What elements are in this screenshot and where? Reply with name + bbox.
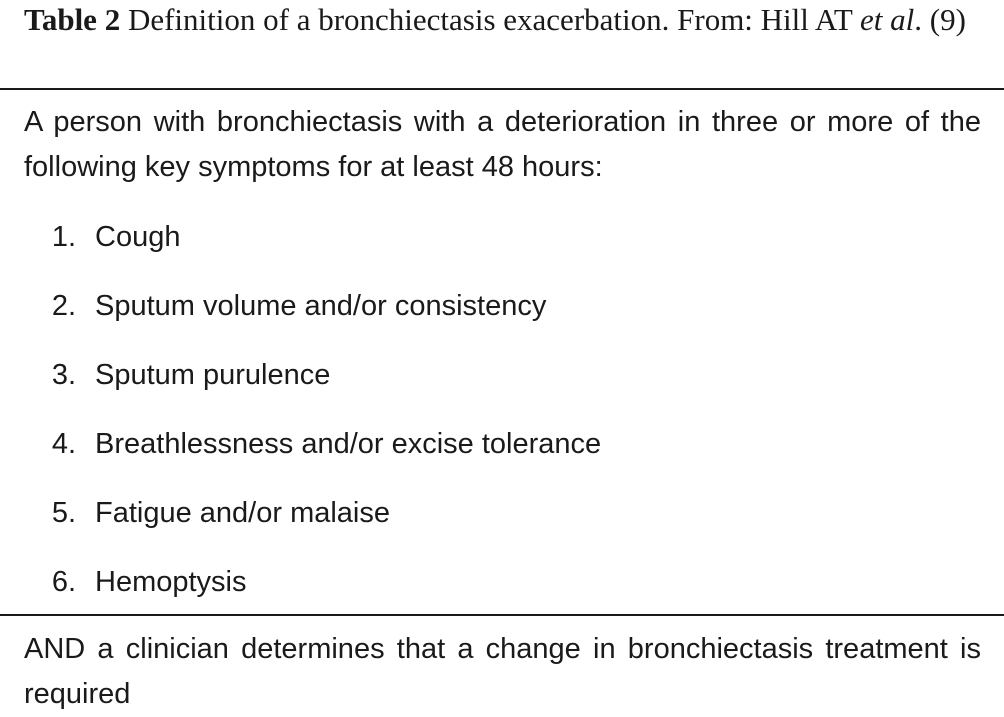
list-item: [0, 491, 1004, 560]
list-item-number: 4.: [51, 428, 76, 460]
list-item-text: Cough: [95, 221, 181, 253]
list-item: [0, 560, 1004, 629]
list-item: [0, 215, 1004, 284]
list-item: [0, 422, 1004, 491]
list-item-number: 1.: [51, 221, 76, 253]
table-caption-suffix: . (9): [914, 2, 966, 37]
list-item: [0, 284, 1004, 353]
list-item: [0, 353, 1004, 422]
list-item-number: 6.: [51, 566, 76, 598]
list-item-number: 5.: [51, 497, 76, 529]
table-caption-text: Definition of a bronchiectasis exacerbation. From: Hill AT: [127, 2, 853, 37]
list-item-text: Hemoptysis: [95, 566, 247, 598]
list-item-number: 3.: [51, 359, 76, 391]
definition-footer: AND a clinician determines that a change in bronchiectasis treatment is required: [24, 633, 981, 710]
table-caption-italic: et al: [860, 2, 915, 37]
table-caption: [24, 0, 984, 42]
table-top-rule: [0, 88, 1004, 90]
table-middle-rule: [0, 614, 1004, 616]
list-item-number: 2.: [51, 290, 76, 322]
list-item-text: Fatigue and/or malaise: [95, 497, 390, 529]
definition-intro: A person with bronchiectasis with a deterioration in three or more of the following key symptoms for at least 48 hours:: [24, 106, 981, 183]
list-item-text: Sputum purulence: [95, 359, 331, 391]
list-item-text: Sputum volume and/or consistency: [95, 290, 547, 322]
list-item-text: Breathlessness and/or excise tolerance: [95, 428, 602, 460]
symptom-list: [0, 215, 1004, 629]
table-caption-label: Table 2: [24, 2, 121, 37]
